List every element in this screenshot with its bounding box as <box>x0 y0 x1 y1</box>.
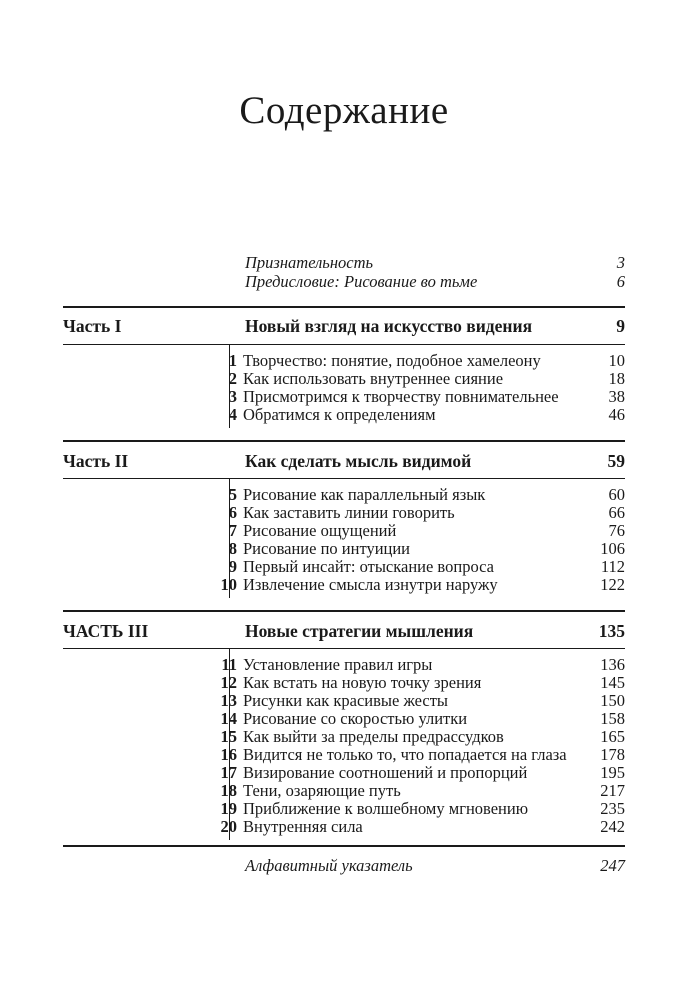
chapter-number: 4 <box>228 405 237 424</box>
chapter-page: 66 <box>608 503 625 522</box>
chapter-number: 9 <box>228 557 237 576</box>
part-title[interactable]: Как сделать мысль видимой <box>245 451 472 471</box>
toc-chapter-14[interactable] <box>220 709 625 729</box>
toc-chapter-9[interactable] <box>229 557 625 577</box>
chapter-number: 19 <box>220 799 237 818</box>
chapter-page: 158 <box>600 709 625 728</box>
chapter-page: 106 <box>600 539 625 558</box>
chapter-number: 20 <box>220 817 237 836</box>
chapter-title: Установление правил игры <box>243 655 433 674</box>
chapter-page: 242 <box>600 817 625 836</box>
part-divider <box>63 440 625 442</box>
chapter-title: Первый инсайт: отыскание вопроса <box>243 557 494 576</box>
part-page: 9 <box>616 316 625 336</box>
page-title: Содержание <box>239 89 449 132</box>
part-label: Часть II <box>63 451 129 471</box>
part-label: ЧАСТЬ III <box>63 621 149 641</box>
chapter-page: 46 <box>608 405 625 424</box>
part-page: 135 <box>598 621 625 641</box>
toc-chapter-3[interactable] <box>229 387 625 407</box>
chapter-page: 195 <box>600 763 625 782</box>
chapter-title: Рисование по интуиции <box>243 539 411 558</box>
toc-chapter-8[interactable] <box>229 539 625 559</box>
chapter-page: 217 <box>600 781 625 800</box>
chapter-number: 1 <box>228 351 237 370</box>
chapter-page: 18 <box>608 369 625 388</box>
part-header-underline <box>63 344 625 345</box>
part-divider <box>63 610 625 612</box>
toc-chapter-15[interactable] <box>220 727 625 747</box>
chapter-title: Тени, озаряющие путь <box>243 781 401 800</box>
chapter-title: Присмотримся к творчеству повнимательнее <box>243 387 559 406</box>
chapter-number: 14 <box>220 709 237 728</box>
chapter-page: 150 <box>600 691 625 710</box>
toc-chapter-4[interactable] <box>229 405 625 425</box>
toc-chapter-13[interactable] <box>220 691 625 711</box>
chapter-title: Творчество: понятие, подобное хамелеону <box>243 351 541 370</box>
chapter-page: 165 <box>600 727 625 746</box>
part-header-underline <box>63 478 625 479</box>
chapter-page: 136 <box>600 655 625 674</box>
chapter-title: Рисование со скоростью улитки <box>243 709 468 728</box>
chapter-number: 6 <box>228 503 237 522</box>
toc-entry-preface[interactable] <box>245 272 625 292</box>
chapter-title: Как встать на новую точку зрения <box>243 673 482 692</box>
chapter-title: Как заставить линии говорить <box>243 503 455 522</box>
toc-chapter-16[interactable] <box>220 745 625 765</box>
chapter-page: 10 <box>608 351 625 370</box>
part-divider <box>63 306 625 308</box>
toc-chapter-5[interactable] <box>229 485 625 505</box>
part-page: 59 <box>607 451 625 471</box>
chapter-title: Визирование соотношений и пропорций <box>243 763 528 782</box>
entry-text: Предисловие: Рисование во тьме <box>245 272 478 291</box>
chapter-number: 16 <box>220 745 237 764</box>
toc-chapter-1[interactable] <box>229 351 625 371</box>
toc-chapter-11[interactable] <box>221 655 625 675</box>
toc-chapter-7[interactable] <box>229 521 625 541</box>
chapter-number: 18 <box>220 781 237 800</box>
toc-entry-acknowledgements[interactable] <box>245 253 625 273</box>
chapter-page: 145 <box>600 673 625 692</box>
chapter-title: Рисование ощущений <box>243 521 397 540</box>
part-title[interactable]: Новый взгляд на искусство видения <box>245 316 533 336</box>
toc-chapter-12[interactable] <box>220 673 625 693</box>
chapter-title: Внутренняя сила <box>243 817 363 836</box>
chapter-title: Рисование как параллельный язык <box>243 485 486 504</box>
chapter-page: 178 <box>600 745 625 764</box>
entry-page: 3 <box>616 253 625 272</box>
chapter-number: 2 <box>228 369 237 388</box>
toc-entry-index[interactable] <box>245 856 625 876</box>
chapter-number: 11 <box>221 655 237 674</box>
toc-chapter-20[interactable] <box>220 817 625 837</box>
chapter-page: 122 <box>600 575 625 594</box>
chapter-number: 13 <box>220 691 237 710</box>
chapter-title: Обратимся к определениям <box>243 405 436 424</box>
toc-chapter-6[interactable] <box>229 503 625 523</box>
chapter-number: 8 <box>228 539 237 558</box>
toc-chapter-17[interactable] <box>220 763 625 783</box>
chapter-title: Видится не только то, что попадается на глаза <box>243 745 567 764</box>
entry-page: 247 <box>600 856 625 875</box>
chapter-title: Как выйти за пределы предрассудков <box>243 727 504 746</box>
chapter-number: 5 <box>228 485 237 504</box>
part-divider <box>63 845 625 847</box>
chapter-title: Как использовать внутреннее сияние <box>243 369 504 388</box>
toc-chapter-19[interactable] <box>220 799 625 819</box>
entry-page: 6 <box>616 272 625 291</box>
chapter-number: 10 <box>220 575 237 594</box>
part-title[interactable]: Новые стратегии мышления <box>245 621 474 641</box>
entry-text: Алфавитный указатель <box>245 856 413 875</box>
chapter-page: 76 <box>608 521 625 540</box>
part-label: Часть I <box>63 316 122 336</box>
chapter-title: Рисунки как красивые жесты <box>243 691 449 710</box>
chapter-title: Извлечение смысла изнутри наружу <box>243 575 498 594</box>
chapter-title: Приближение к волшебному мгновению <box>243 799 529 818</box>
chapter-number: 15 <box>220 727 237 746</box>
toc-chapter-18[interactable] <box>220 781 625 801</box>
part-header-underline <box>63 648 625 649</box>
chapter-page: 235 <box>600 799 625 818</box>
toc-chapter-10[interactable] <box>220 575 625 595</box>
chapter-page: 112 <box>600 557 625 576</box>
chapter-number: 12 <box>220 673 237 692</box>
chapter-number: 7 <box>228 521 237 540</box>
chapter-number: 17 <box>220 763 237 782</box>
chapter-page: 60 <box>608 485 625 504</box>
chapter-number: 3 <box>228 387 237 406</box>
chapter-page: 38 <box>608 387 625 406</box>
entry-text: Признательность <box>245 253 374 272</box>
toc-chapter-2[interactable] <box>229 369 625 389</box>
